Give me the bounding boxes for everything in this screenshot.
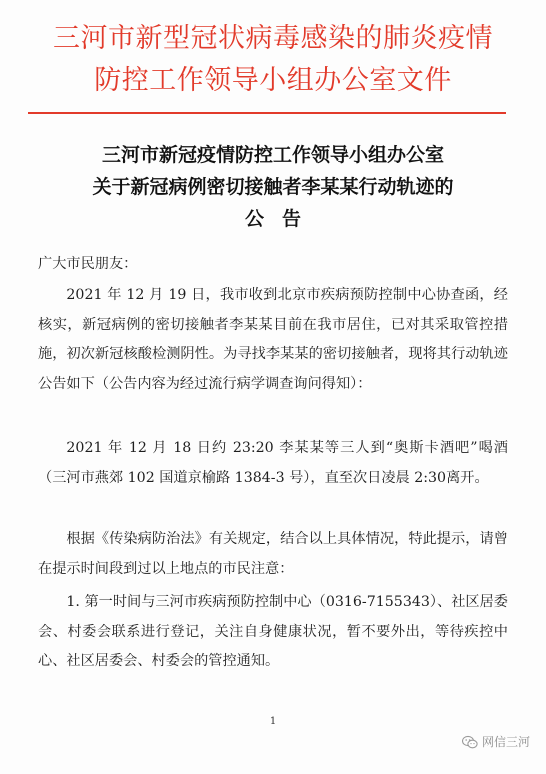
watermark-text: 网信三河	[481, 735, 530, 749]
watermark	[462, 733, 530, 750]
paragraph-investigation: 2021 年 12 月 19 日，我市收到北京市疾病预防控制中心协查函，经核实，新冠病例的密切接触者李某某目前在我市居住，已对其采取管控措施，初次新冠核酸检测阴性。为寻找李某某的密切接触者，现将其行动轨迹公告如下（公告内容为经过流行病学调查询问得知）：	[38, 287, 508, 392]
notice-title-line-3: 公告	[244, 208, 319, 230]
masthead-divider	[28, 112, 506, 114]
wechat-icon	[462, 735, 478, 749]
salutation: 广大市民朋友：	[38, 256, 138, 272]
paragraph-trajectory: 2021 年 12 月 18 日约 23:20 李某某等三人到“奥斯卡酒吧”喝酒（三河市燕郊 102 国道京榆路 1384-3 号），直至次日凌晨 2:30离开。	[38, 440, 508, 486]
masthead-line-2: 防控工作领导小组办公室文件	[94, 65, 452, 96]
notice-title-line-1: 三河市新冠疫情防控工作领导小组办公室	[101, 144, 444, 166]
page-number: 1	[269, 716, 277, 727]
notice-title-line-2: 关于新冠病例密切接触者李某某行动轨迹的	[92, 176, 454, 198]
paragraph-instruction-1: 1. 第一时间与三河市疾病预防控制中心（0316-7155343）、社区居委会、村委会联系进行登记，关注自身健康状况，暂不要外出，等待疾控中心、社区居委会、村委会的管控通知。	[38, 594, 508, 669]
masthead-line-1: 三河市新型冠状病毒感染的肺炎疫情	[53, 23, 493, 54]
paragraph-legal-notice: 根据《传染病防治法》有关规定，结合以上具体情况，特此提示，请曾在提示时间段到过以上地点的市民注意：	[38, 531, 508, 577]
